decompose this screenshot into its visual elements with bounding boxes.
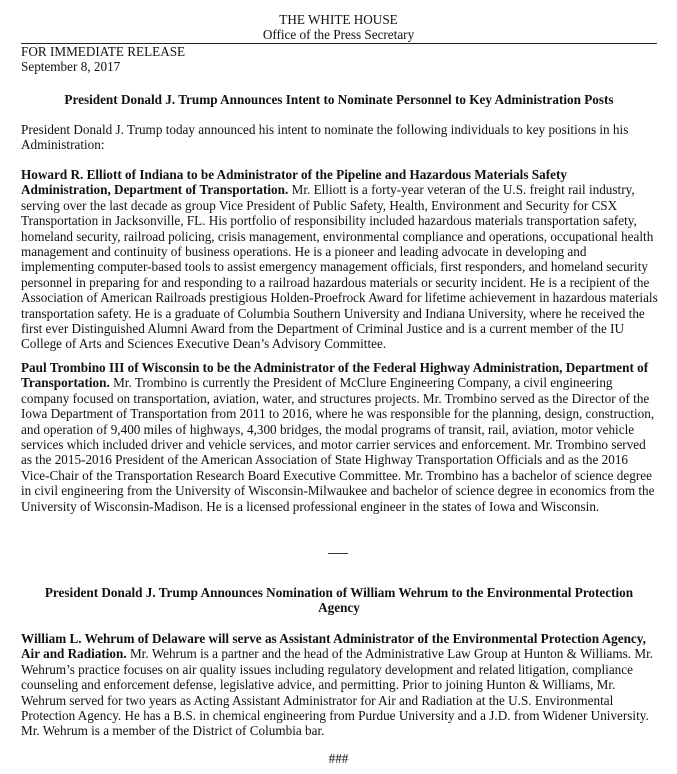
nominee-title-wehrum: William L. Wehrum of Delaware will serve as Assistant Administrator of the Environmental Protection Agency, Air and Radiation. (21, 631, 646, 662)
nominee-paragraph-trombino (21, 360, 659, 514)
org-name: THE WHITE HOUSE (279, 12, 398, 27)
section1-headline: President Donald J. Trump Announces Intent to Nominate Personnel to Key Administration Posts (64, 92, 614, 107)
section-separator (328, 553, 348, 554)
nominee-title-trombino: Paul Trombino III of Wisconsin to be the Administrator of the Federal Highway Administration, Department of Transportation. (21, 360, 649, 391)
nominee-bio-elliott: Mr. Elliott is a forty-year veteran of the U.S. freight rail industry, serving over the last decade as group Vice President of Public Safety, Health, Environment and Security for CSX Transportation in Jacksonville, FL. His portfolio of responsibility included hazardous materials transportation safety, homeland security, railroad policing, crisis management, environmental compliance and operations, occupational health management and continuity of business operations. He is a pioneer and leading advocate in developing and implementing computer-based tools to assist emergency management officials, first responders, and homeland security personnel in preparing for and responding to a railroad hazardous materials or security incident. He is a recipient of the Association of American Railroads prestigious Holden-Proefrock Award for lifetime achievement in hazardous materials transportation safety. He is a graduate of Columbia Southern University and Indiana University, where he received the first ever Distinguished Alumni Award from the Department of Criminal Justice and is a current member of the IU College of Arts and Sciences Executive Dean’s Advisory Committee. (21, 182, 658, 352)
section1-intro: President Donald J. Trump today announced his intent to nominate the following individuals to key positions in his Administration: (21, 122, 629, 153)
release-info (21, 44, 321, 74)
end-marks: ### (328, 751, 349, 766)
release-date: September 8, 2017 (21, 59, 121, 74)
release-label: FOR IMMEDIATE RELEASE (21, 44, 186, 59)
nominee-paragraph-wehrum (21, 631, 659, 739)
nominee-title-elliott: Howard R. Elliott of Indiana to be Administrator of the Pipeline and Hazardous Materials Safety Administration, Department of Transportation. (21, 167, 567, 198)
section2-headline: President Donald J. Trump Announces Nomination of William Wehrum to the Environmental Protection Agency (44, 585, 634, 616)
nominee-paragraph-elliott (21, 167, 659, 352)
letterhead (0, 12, 677, 42)
nominee-bio-wehrum: Mr. Wehrum is a partner and the head of the Administrative Law Group at Hunton & Williams. Mr. Wehrum’s practice focuses on air quality issues including regulatory development and related litigation, compliance counseling and enforcement defense, legislative advice, and permitting. Prior to joining Hunton & Williams, Mr. Wehrum served for two years as Acting Assistant Administrator for Air and Radiation at the U.S. Environmental Protection Agency. He has a B.S. in chemical engineering from Purdue University and a J.D. from Widener University. Mr. Wehrum is a member of the District of Columbia bar. (21, 646, 654, 739)
office-name: Office of the Press Secretary (262, 27, 415, 42)
nominee-bio-trombino: Mr. Trombino is currently the President of McClure Engineering Company, a civil engineering company focused on transportation, aviation, water, and structures projects. Mr. Trombino served as the Director of the Iowa Department of Transportation from 2011 to 2016, where he was responsible for the planning, design, construction, and operation of 9,400 miles of highways, 4,300 bridges, the modal programs of transit, rail, aviation, motor vehicle services which included driver and vehicle services, and motor carrier services and enforcement. Mr. Trombino served as the 2015-2016 President of the American Association of State Highway Transportation Officials and as the 2016 Vice-Chair of the Transportation Research Board Executive Committee. Mr. Trombino has a bachelor of science degree in civil engineering from the University of Wisconsin-Milwaukee and bachelor of science degree in economics from the University of Wisconsin-Madison. He is a licensed professional engineer in the states of Iowa and Wisconsin. (21, 375, 655, 514)
